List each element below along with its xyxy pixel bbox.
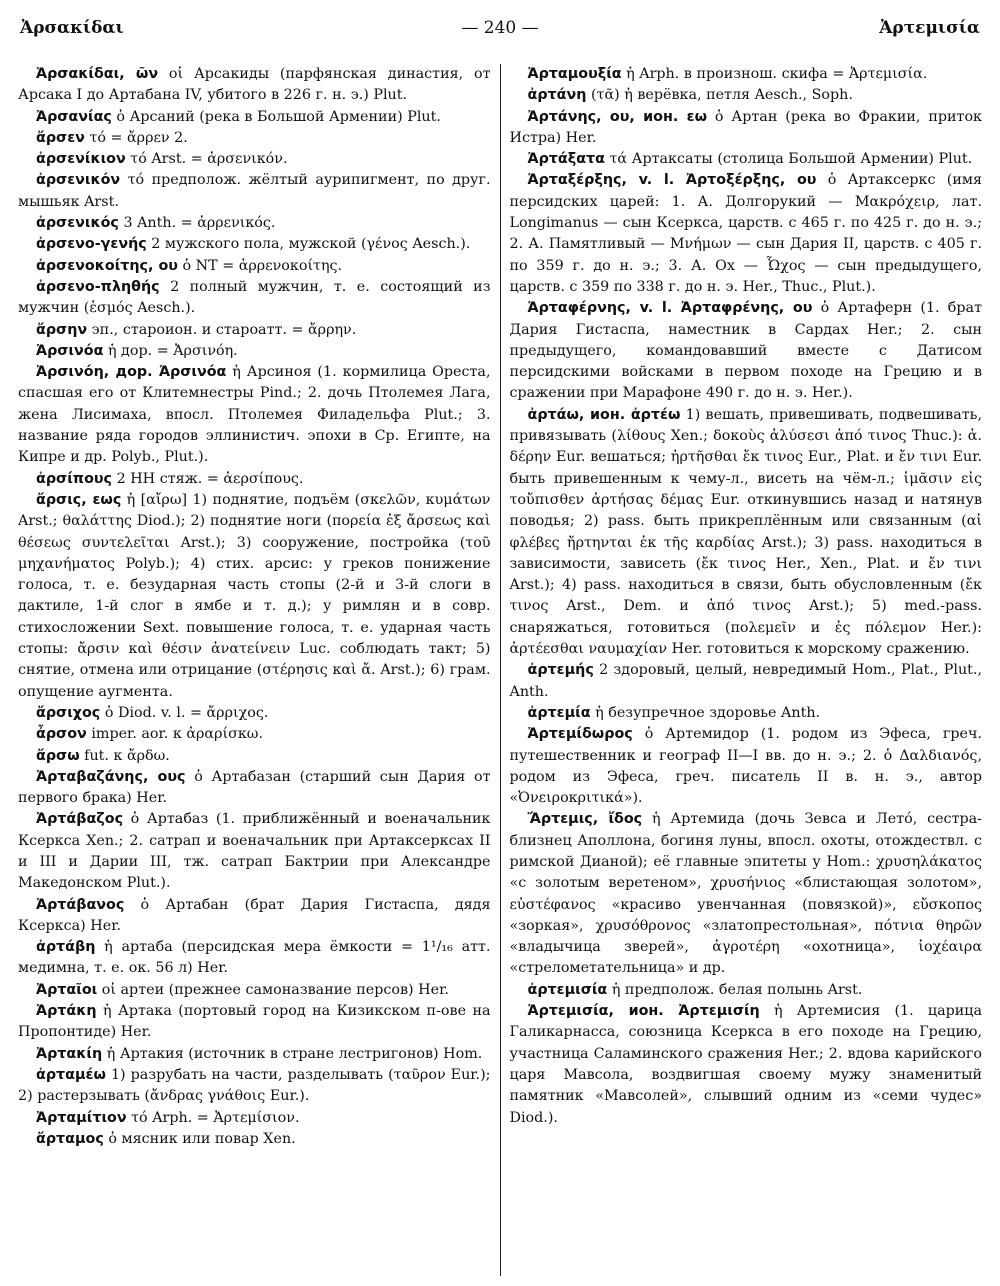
entry-headword: Ἀρταβαζάνης, ους — [36, 768, 186, 785]
entry-headword: Ἀρταῖοι — [36, 981, 98, 998]
dictionary-entry — [18, 809, 491, 894]
entry-definition: imper. aor. к ἀραρίσκω. — [91, 726, 263, 743]
entry-definition: ὁ Арсаний (река в Большой Армении) Plut. — [116, 108, 441, 125]
entry-headword: ἄρσω — [36, 747, 80, 764]
right-column — [501, 64, 983, 1276]
dictionary-entry — [18, 1044, 491, 1065]
entry-definition: οἱ Арсакиды (парфянская династия, от Арсака I до Артабана IV, убитого в 226 г. н. э.) Plut. — [18, 66, 491, 104]
entry-headword: Ἀρσινόη, дор. Ἀρσινόα — [36, 364, 227, 381]
entry-headword: Ἀρταξέρξης, v. l. Ἀρτοξέρξης, ου — [527, 172, 817, 189]
entry-headword: ἀρτάβη — [36, 939, 96, 956]
entry-headword: ἀρσενοκοίτης, ου — [36, 257, 178, 274]
entry-headword: ἀρτεμισία — [527, 981, 608, 998]
entry-definition: 2 HH стяж. = ἀερσίπους. — [116, 470, 304, 487]
entry-headword: ἆρσον — [36, 726, 87, 743]
entry-definition: τό Arst. = ἀρσενικόν. — [130, 151, 288, 168]
dictionary-entry — [18, 362, 491, 468]
dictionary-entry — [18, 107, 491, 128]
entry-headword: Ἄρτεμις, ἴδος — [527, 811, 643, 828]
entry-headword: Ἀρτεμίδωρος — [527, 726, 633, 743]
entry-headword: Ἀρτάνης, ου, ион. εω — [527, 108, 707, 125]
entry-headword: Ἀρτεμισία, ион. Ἀρτεμισίη — [527, 1003, 760, 1020]
entry-definition: fut. к ἄρδω. — [84, 747, 170, 764]
entry-definition: ὁ Артаксеркс (имя персидских царей: 1. А. Долгорукий — Μακρόχειρ, лат. Longimanus — сын Ксеркса, царств. с 465 г. по 425 г. до н. э.; 2. А. Памятливый — Μνήμων — сын Дария II, царств. с 405 г. по 359 г. до н. э.; 3. А. Ox — Ὦχος — сын предыдущего, царств. с 359 по 338 г. до н. э. Her., Thuc., Plut.). — [509, 172, 982, 295]
entry-headword: Ἀρταφέρνης, v. l. Ἀρταφρένης, ου — [527, 300, 813, 317]
dictionary-entry — [18, 320, 491, 341]
dictionary-entry — [18, 703, 491, 724]
dictionary-entry — [18, 1001, 491, 1044]
entry-definition: 2 полный мужчин, т. е. состоящий из мужчин (ἑσμός Aesch.). — [18, 278, 491, 317]
header-right-word: Ἀρτεμισία — [879, 18, 980, 38]
dictionary-entry — [510, 149, 983, 170]
entry-definition: τά Артаксаты (столица Большой Армении) Plut. — [609, 151, 973, 168]
dictionary-entry — [510, 809, 983, 979]
dictionary-entry — [18, 937, 491, 980]
entry-definition: τό предполож. жёлтый аурипигмент, по друг. мышьяк Arst. — [18, 172, 491, 210]
dictionary-entry — [510, 724, 983, 809]
entry-headword: ἀρσίπους — [36, 470, 113, 487]
entry-headword: ἀρσενίκιον — [36, 151, 126, 168]
entry-definition: ὁ Артабаз (1. приближённый и военачальник Ксеркса Xen.; 2. сатрап и военачальник при Артаксерксах II и III и Дарии III, тж. сатрап Бактрии при Александре Македонском Plut.). — [18, 811, 491, 892]
entry-headword: ἄρσιχος — [36, 704, 101, 721]
dictionary-entry — [18, 170, 491, 213]
entry-definition: ἡ Артакия (источник в стране лестригонов) Hom. — [106, 1045, 483, 1062]
dictionary-entry — [510, 980, 983, 1001]
entry-definition: (τᾶ) ἡ верёвка, петля Aesch., Soph. — [590, 87, 853, 104]
entry-definition: ὁ мясник или повар Xen. — [108, 1130, 296, 1147]
dictionary-entry — [18, 980, 491, 1001]
entry-definition: 3 Anth. = ἀρρενικός. — [123, 215, 276, 232]
entry-definition: ὁ Артабазан (старший сын Дария от первого брака) Her. — [18, 768, 491, 807]
entry-headword: ἄρταμος — [36, 1130, 104, 1147]
entry-definition: ὁ NT = ἀρρενοκοίτης. — [182, 257, 343, 274]
entry-definition: 2 мужского пола, мужской (γένος Aesch.). — [151, 236, 471, 253]
entry-definition: 1) разрубать на части, разделывать (ταῦρον Eur.); 2) растерзывать (ἄνδρας γνάθοις Eur.). — [18, 1066, 491, 1105]
entry-definition: οἱ артеи (прежнее самоназвание персов) Her. — [101, 981, 449, 998]
entry-headword: ἄρσην — [36, 321, 88, 338]
dictionary-entry — [18, 128, 491, 149]
entry-headword: Ἀρταμουξία — [527, 66, 622, 82]
entry-headword: ἄρσεν — [36, 129, 85, 146]
page-number: — 240 — — [461, 18, 539, 38]
dictionary-entry — [510, 85, 983, 106]
entry-definition: ἡ [αἴρω] 1) поднятие, подъём (σκελῶν, κυμάτων Arst.; θαλάττης Diod.); 2) поднятие ноги (πορεία ἐξ ἄρσεως καὶ θέσεως συντελεῖται Arst.); 3) сооружение, постройка (τοῦ μηχανήματος Polyb.); 4) стих. арсис: у греков понижение голоса, т. е. безударная часть стопы (2-й и 3-й слоги в дактиле, 1-й слог в ямбе и т. д.); у римлян и в совр. стихосложении Sext. повышение голоса, т. е. ударная часть стопы: ἄρσιν καὶ θέσιν ἀνατείνειν Luc. соблюдать такт; 5) снятие, отмена или отрицание (στέρησις καὶ ἄ. Arst.); 6) грам. опущение аугмента. — [18, 491, 491, 700]
entry-definition: ἡ Артемида (дочь Зевса и Летό, сестра-близнец Аполлона, богиня луны, впосл. охоты, отождествл. с римской Дианой); её главные эпитеты у Hom.: χρυσηλάκατος «с золотым веретеном», χρυσήνιος «блистающая золотом», εὐστέφανος «красиво увенчанная (повязкой)», εὔσκοπος «зоркая», χρυσόθρονος «златопрестольная», πότνια θηρῶν «владычица зверей», ἀγροτέρη «охотница», ἰοχέαιρα «стрелометательница» и др. — [509, 811, 982, 977]
dictionary-entry — [510, 107, 983, 150]
entry-definition: ἡ предполож. белая полынь Arst. — [611, 981, 863, 998]
dictionary-entry — [510, 298, 983, 404]
entry-headword: ἀρτεμία — [527, 704, 591, 721]
entry-headword: Ἀρσακίδαι, ῶν — [36, 66, 159, 82]
entry-headword: Ἀρτάξατα — [527, 151, 605, 168]
dictionary-entry — [18, 341, 491, 362]
entry-definition: ἡ дор. = Ἀρσινόη. — [107, 342, 238, 359]
entry-headword: ἀρσενικόν — [36, 172, 121, 189]
entry-definition: ὁ Diod. v. l. = ἄρριχος. — [104, 704, 269, 721]
dictionary-entry — [18, 149, 491, 170]
entry-definition: τό Arph. = Ἀρτεμίσιον. — [131, 1109, 300, 1126]
entry-headword: ἀρσενο-γενής — [36, 236, 147, 253]
dictionary-entry — [18, 277, 491, 320]
entry-headword: Ἀρταμίτιον — [36, 1109, 127, 1126]
entry-definition: ἡ Артака (портовый город на Кизикском п-ове на Пропонтиде) Her. — [18, 1003, 491, 1041]
entry-headword: Ἀρσανίας — [36, 108, 112, 125]
dictionary-entry — [18, 724, 491, 745]
dictionary-entry — [510, 703, 983, 724]
dictionary-entry — [18, 64, 491, 107]
entry-definition: эп., староион. и староатт. = ἄρρην. — [91, 321, 357, 338]
two-column-body — [18, 64, 982, 1276]
entry-headword: ἀρταμέω — [36, 1066, 106, 1083]
entry-definition: ἡ артаба (персидская мера ёмкости = 1¹/₁₆ атт. медимна, т. е. ок. 56 л) Her. — [18, 939, 491, 977]
dictionary-entry — [510, 170, 983, 298]
entry-headword: Ἀρτάκη — [36, 1003, 97, 1020]
dictionary-entry — [18, 256, 491, 277]
dictionary-entry — [18, 213, 491, 234]
entry-definition: ἡ Артемисия (1. царица Галикарнасса, союзница Ксеркса в его походе на Грецию, участница Саламинского сражения Her.; 2. вдова карийского царя Мавсола, воздвигшая своему мужу знаменитый памятник «Мавсолей», слывший одним из «семи чудес» Diod.). — [509, 1003, 982, 1126]
entry-definition: 2 здоровый, целый, невредимый Hom., Plat., Plut., Anth. — [509, 662, 982, 700]
entry-headword: Ἀρσινόα — [36, 342, 104, 359]
left-column — [18, 64, 500, 1276]
dictionary-entry — [510, 64, 983, 85]
entry-headword: ἀρσενικός — [36, 215, 119, 232]
entry-definition: ἡ Arph. в произнош. скифа = Ἀρτεμισία. — [626, 66, 928, 82]
entry-definition: ἡ безупречное здоровье Anth. — [595, 704, 821, 721]
entry-headword: Ἀρτακίη — [36, 1045, 103, 1062]
dictionary-entry — [18, 234, 491, 255]
dictionary-entry — [18, 490, 491, 703]
dictionary-entry — [18, 1129, 491, 1150]
entry-definition: ἡ Арсиноя (1. кормилица Ореста, спасшая его от Клитемнестры Pind.; 2. дочь Птолемея Лага, жена Лисимаха, впосл. Птолемея Филадельфа Plut.; 3. название ряда городов эллинистич. эпохи в Ср. Египте, на Кипре и др. Polyb., Plut.). — [18, 364, 491, 466]
entry-definition: ὁ Артан (река во Фракии, приток Истра) Her. — [509, 108, 982, 146]
entry-headword: ἀρτάνη — [527, 87, 587, 104]
dictionary-entry — [18, 746, 491, 767]
dictionary-entry — [510, 405, 983, 661]
entry-headword: ἀρσενο-πληθής — [36, 278, 160, 295]
dictionary-entry — [18, 767, 491, 810]
entry-headword: ἀρτάω, ион. ἀρτέω — [527, 406, 681, 423]
dictionary-entry — [18, 895, 491, 938]
page-header — [18, 14, 982, 44]
dictionary-entry — [18, 1108, 491, 1129]
entry-headword: ἀρτεμής — [527, 662, 594, 679]
header-left-word: Ἀρσακίδαι — [20, 18, 124, 38]
dictionary-entry — [18, 469, 491, 490]
entry-definition: ὁ Артаферн (1. брат Дария Гистаспа, наместник в Сардах Her.; 2. сын предыдущего, командовавший вместе с Датисом персидскими войсками в первом походе на Грецию и в сражении при Марафоне 490 г. до н. э. Her.). — [509, 300, 982, 402]
entry-headword: Ἀρτάβανος — [36, 896, 125, 913]
entry-definition: τό = ἄρρεν 2. — [89, 129, 188, 146]
entry-headword: ἄρσις, εως — [36, 491, 122, 508]
dictionary-entry — [18, 1065, 491, 1108]
entry-definition: ὁ Артабан (брат Дария Гистаспа, дядя Ксеркса) Her. — [18, 896, 491, 934]
entry-headword: Ἀρτάβαζος — [36, 811, 124, 828]
dictionary-entry — [510, 660, 983, 703]
dictionary-entry — [510, 1001, 983, 1129]
entry-definition: ὁ Артемидор (1. родом из Эфеса, греч. путешественник и географ II—I вв. до н. э.; 2. ὁ Δαλδιανός, родом из Эфеса, греч. писатель II в. н. э., автор «Ὀνειροκριτικά»). — [509, 726, 982, 807]
entry-definition: 1) вешать, привешивать, подвешивать, привязывать (λίθους Xen.; δοκοὺς ἁλύσεσι ἀπό τινος Thuc.): ἀ. δέρην Eur. вешаться; ἠρτῆσθαι ἔκ τινος Eur., Plat. и ἔν τινι Eur. быть привешенным к чему-л., висеть на чём-л.; ἱμᾶσιν εἰς τοὔπισθεν ἀρτήσας δέμας Eur. откинувшись назад и натянув поводья; 2) pass. быть прикреплённым или связанным (αἱ φλέβες ἤρτηνται ἐκ τῆς καρδίας Arst.); 3) pass. находиться в зависимости, зависеть (ἔκ τινος Her., Xen., Plat. и ἔν τινι Arst.); 4) pass. находиться в связи, быть обусловленным (ἔκ τινος Arst., Dem. и ἀπό τινος Arst.); 5) med.-pass. снаряжаться, готовиться (πολεμεῖν и ἐς πόλεμον Her.): ἀρτέεσθαι ναυμαχίαν Her. готовиться к морскому сражению. — [509, 406, 982, 658]
